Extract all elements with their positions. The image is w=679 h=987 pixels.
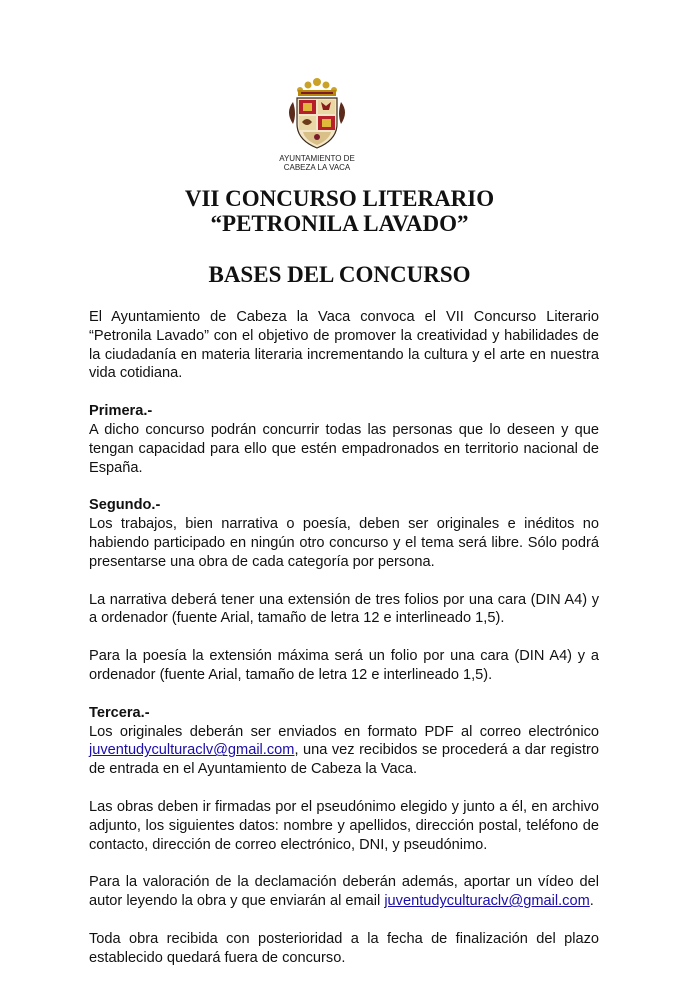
- email-link[interactable]: juventudyculturaclv@gmail.com: [384, 893, 590, 910]
- poesia-paragraph: Para la poesía la extensión máxima será un folio por una cara (DIN A4) y a ordenador (fuente Arial, tamaño de letra 12 e interlineado 1,5).: [89, 648, 599, 683]
- section-text-cont: , una vez recibidos se procederá a dar registro de entrada en el Ayuntamiento de Cabeza la Vaca.: [89, 742, 599, 778]
- section-heading: Primera.-: [89, 403, 153, 420]
- narrativa-paragraph: La narrativa deberá tener una extensión de tres folios por una cara (DIN A4) y a ordenador (fuente Arial, tamaño de letra 12 e interlineado 1,5).: [89, 591, 599, 627]
- section-text: Los trabajos, bien narrativa o poesía, deben ser originales e inéditos no habiendo participado en ningún otro concurso y el tema será libre. Sólo podrá presentarse una obra de cada categoría por persona.: [89, 516, 599, 570]
- logo-line-2: CABEZA LA VACA: [283, 163, 351, 172]
- intro-paragraph: El Ayuntamiento de Cabeza la Vaca convoca el VII Concurso Literario “Petronila Lavado” con el objetivo de promover la creatividad y habilidades de la ciudadanía en materia literaria incrementando la cultura y el arte en nuestra vida cotidiana.: [89, 309, 599, 382]
- email-link[interactable]: juventudyculturaclv@gmail.com: [89, 742, 295, 759]
- section-primera: [89, 402, 599, 477]
- title-line-1: VII CONCURSO LITERARIO: [184, 186, 495, 211]
- section-text: A dicho concurso podrán concurrir todas las personas que lo deseen y que tengan capacidad para ello que estén empadronados en territorio nacional de España.: [89, 421, 599, 476]
- document-subtitle: BASES DEL CONCURSO: [208, 262, 471, 287]
- valoracion-text: Para la valoración de la declamación deberán además, aportar un vídeo del autor leyendo la obra y que enviarán al email: [89, 874, 599, 910]
- section-heading: Segundo.-: [89, 497, 161, 514]
- firmadas-paragraph: Las obras deben ir firmadas por el pseudónimo elegido y junto a él, en archivo adjunto, los siguientes datos: nombre y apellidos, dirección postal, teléfono de contacto, dirección de correo electrónico, DNI, y pseudónimo.: [89, 798, 599, 853]
- title-line-2: “PETRONILA LAVADO”: [210, 211, 469, 236]
- document-body: [89, 308, 599, 987]
- section-heading: Tercera.-: [89, 704, 150, 721]
- section-text: Los originales deberán ser enviados en formato PDF al correo electrónico: [89, 723, 599, 740]
- section-tercera: [89, 704, 599, 779]
- coat-of-arms-icon: [279, 76, 355, 152]
- section-segundo: [89, 496, 599, 571]
- logo-line-1: AYUNTAMIENTO DE: [279, 154, 355, 163]
- valoracion-paragraph: [89, 873, 599, 911]
- plazo-paragraph: Toda obra recibida con posterioridad a la fecha de finalización del plazo establecido quedará fuera de concurso.: [89, 930, 599, 966]
- valoracion-end: .: [589, 893, 594, 910]
- municipal-logo: [262, 76, 372, 172]
- document-title: [0, 186, 679, 236]
